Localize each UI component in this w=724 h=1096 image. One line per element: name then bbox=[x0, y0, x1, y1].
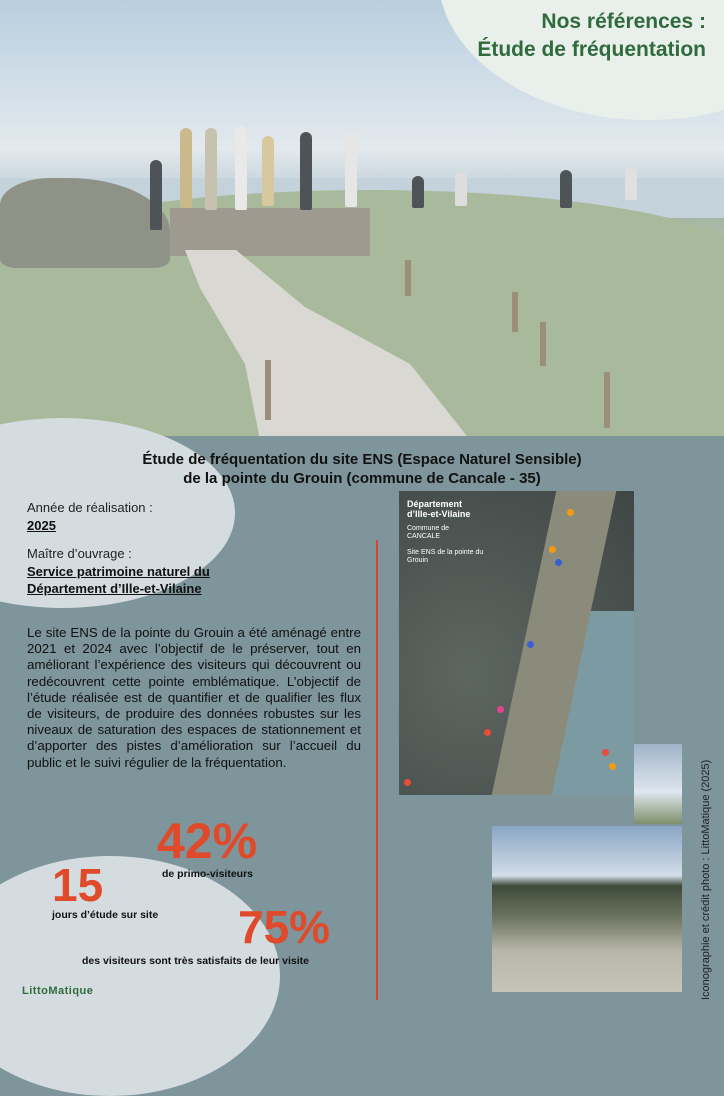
visitor-figure bbox=[412, 176, 424, 208]
fence-post bbox=[265, 360, 271, 420]
map-marker bbox=[527, 641, 534, 648]
decor-circle-bottom bbox=[0, 856, 280, 1096]
visitor-figure bbox=[262, 136, 274, 206]
visitor-figure bbox=[180, 128, 192, 208]
viewing-deck bbox=[170, 208, 370, 256]
visitor-figure bbox=[205, 128, 217, 210]
cliff-photo bbox=[634, 744, 682, 824]
map-site-1: Site ENS de la pointe du bbox=[407, 549, 484, 556]
stat-days-value: 15 bbox=[52, 859, 104, 911]
map-commune-2: CANCALE bbox=[407, 533, 441, 540]
map-marker bbox=[484, 729, 491, 736]
stat-days-label: jours d’étude sur site bbox=[52, 909, 159, 921]
visitor-figure bbox=[560, 170, 572, 208]
visitor-figure bbox=[150, 160, 162, 230]
stat-satisfaction-value: 75% bbox=[238, 901, 331, 953]
study-title bbox=[0, 450, 724, 488]
year-label: Année de réalisation : bbox=[27, 500, 153, 515]
fence-post bbox=[405, 260, 411, 296]
map-title-2: d’Ille-et-Vilaine bbox=[407, 509, 471, 519]
owner-line-2: Département d’Ille-et-Vilaine bbox=[27, 581, 202, 596]
littomatique-logo: LittoMatique bbox=[22, 985, 94, 997]
map-title-1: Département bbox=[407, 499, 463, 509]
map-marker bbox=[609, 763, 616, 770]
study-description: Le site ENS de la pointe du Grouin a été aménagé entre 2021 et 2024 avec l’objectif de le préserver, tout en améliorant l’expérience des visiteurs qui découvrent ou redécouvrent cette pointe emblématique. L’objectif de l’étude réalisée est de quantifier et de qualifier les flux de visiteurs, de produire des données robustes sur les niveaux de saturation des espaces de stationnement et d’apporter des pistes d’amélioration sur l’accueil du public et le suivi régulier de la fréquentation. bbox=[27, 625, 361, 770]
map-site-2: Grouin bbox=[407, 557, 429, 564]
visitor-figure bbox=[625, 166, 637, 200]
map-marker bbox=[497, 706, 504, 713]
visitor-figure bbox=[235, 126, 247, 210]
page-title bbox=[477, 8, 706, 64]
photo-credit: Iconographie et crédit photo : LittoMatique (2025) bbox=[700, 759, 712, 1000]
hero-photo bbox=[0, 0, 724, 436]
visitor-figure bbox=[455, 172, 467, 206]
title-line-1: Nos références : bbox=[541, 10, 706, 33]
parking-photo bbox=[492, 826, 682, 992]
fence-post bbox=[540, 322, 546, 366]
map-marker bbox=[555, 559, 562, 566]
map-marker bbox=[404, 779, 411, 786]
stat-primo-label: de primo-visiteurs bbox=[162, 868, 254, 880]
divider-line bbox=[376, 540, 378, 1000]
title-line-2: Étude de fréquentation bbox=[477, 38, 706, 61]
map-marker bbox=[549, 546, 556, 553]
map-marker bbox=[602, 749, 609, 756]
fence-post bbox=[512, 292, 518, 332]
fence-post bbox=[604, 372, 610, 428]
stat-primo-value: 42% bbox=[157, 813, 258, 869]
study-title-line-1: Étude de fréquentation du site ENS (Espace Naturel Sensible) bbox=[142, 451, 582, 468]
year-value: 2025 bbox=[27, 518, 56, 533]
visitor-figure bbox=[300, 132, 312, 210]
map-commune-1: Commune de bbox=[407, 525, 450, 532]
visitor-figure bbox=[345, 132, 357, 207]
owner-line-1: Service patrimoine naturel du bbox=[27, 564, 210, 579]
study-title-line-2: de la pointe du Grouin (commune de Cancale - 35) bbox=[183, 470, 541, 487]
site-map bbox=[399, 491, 634, 795]
map-marker bbox=[567, 509, 574, 516]
owner-label: Maître d’ouvrage : bbox=[27, 546, 132, 561]
stat-satisfaction-label: des visiteurs sont très satisfaits de leur visite bbox=[82, 955, 310, 967]
